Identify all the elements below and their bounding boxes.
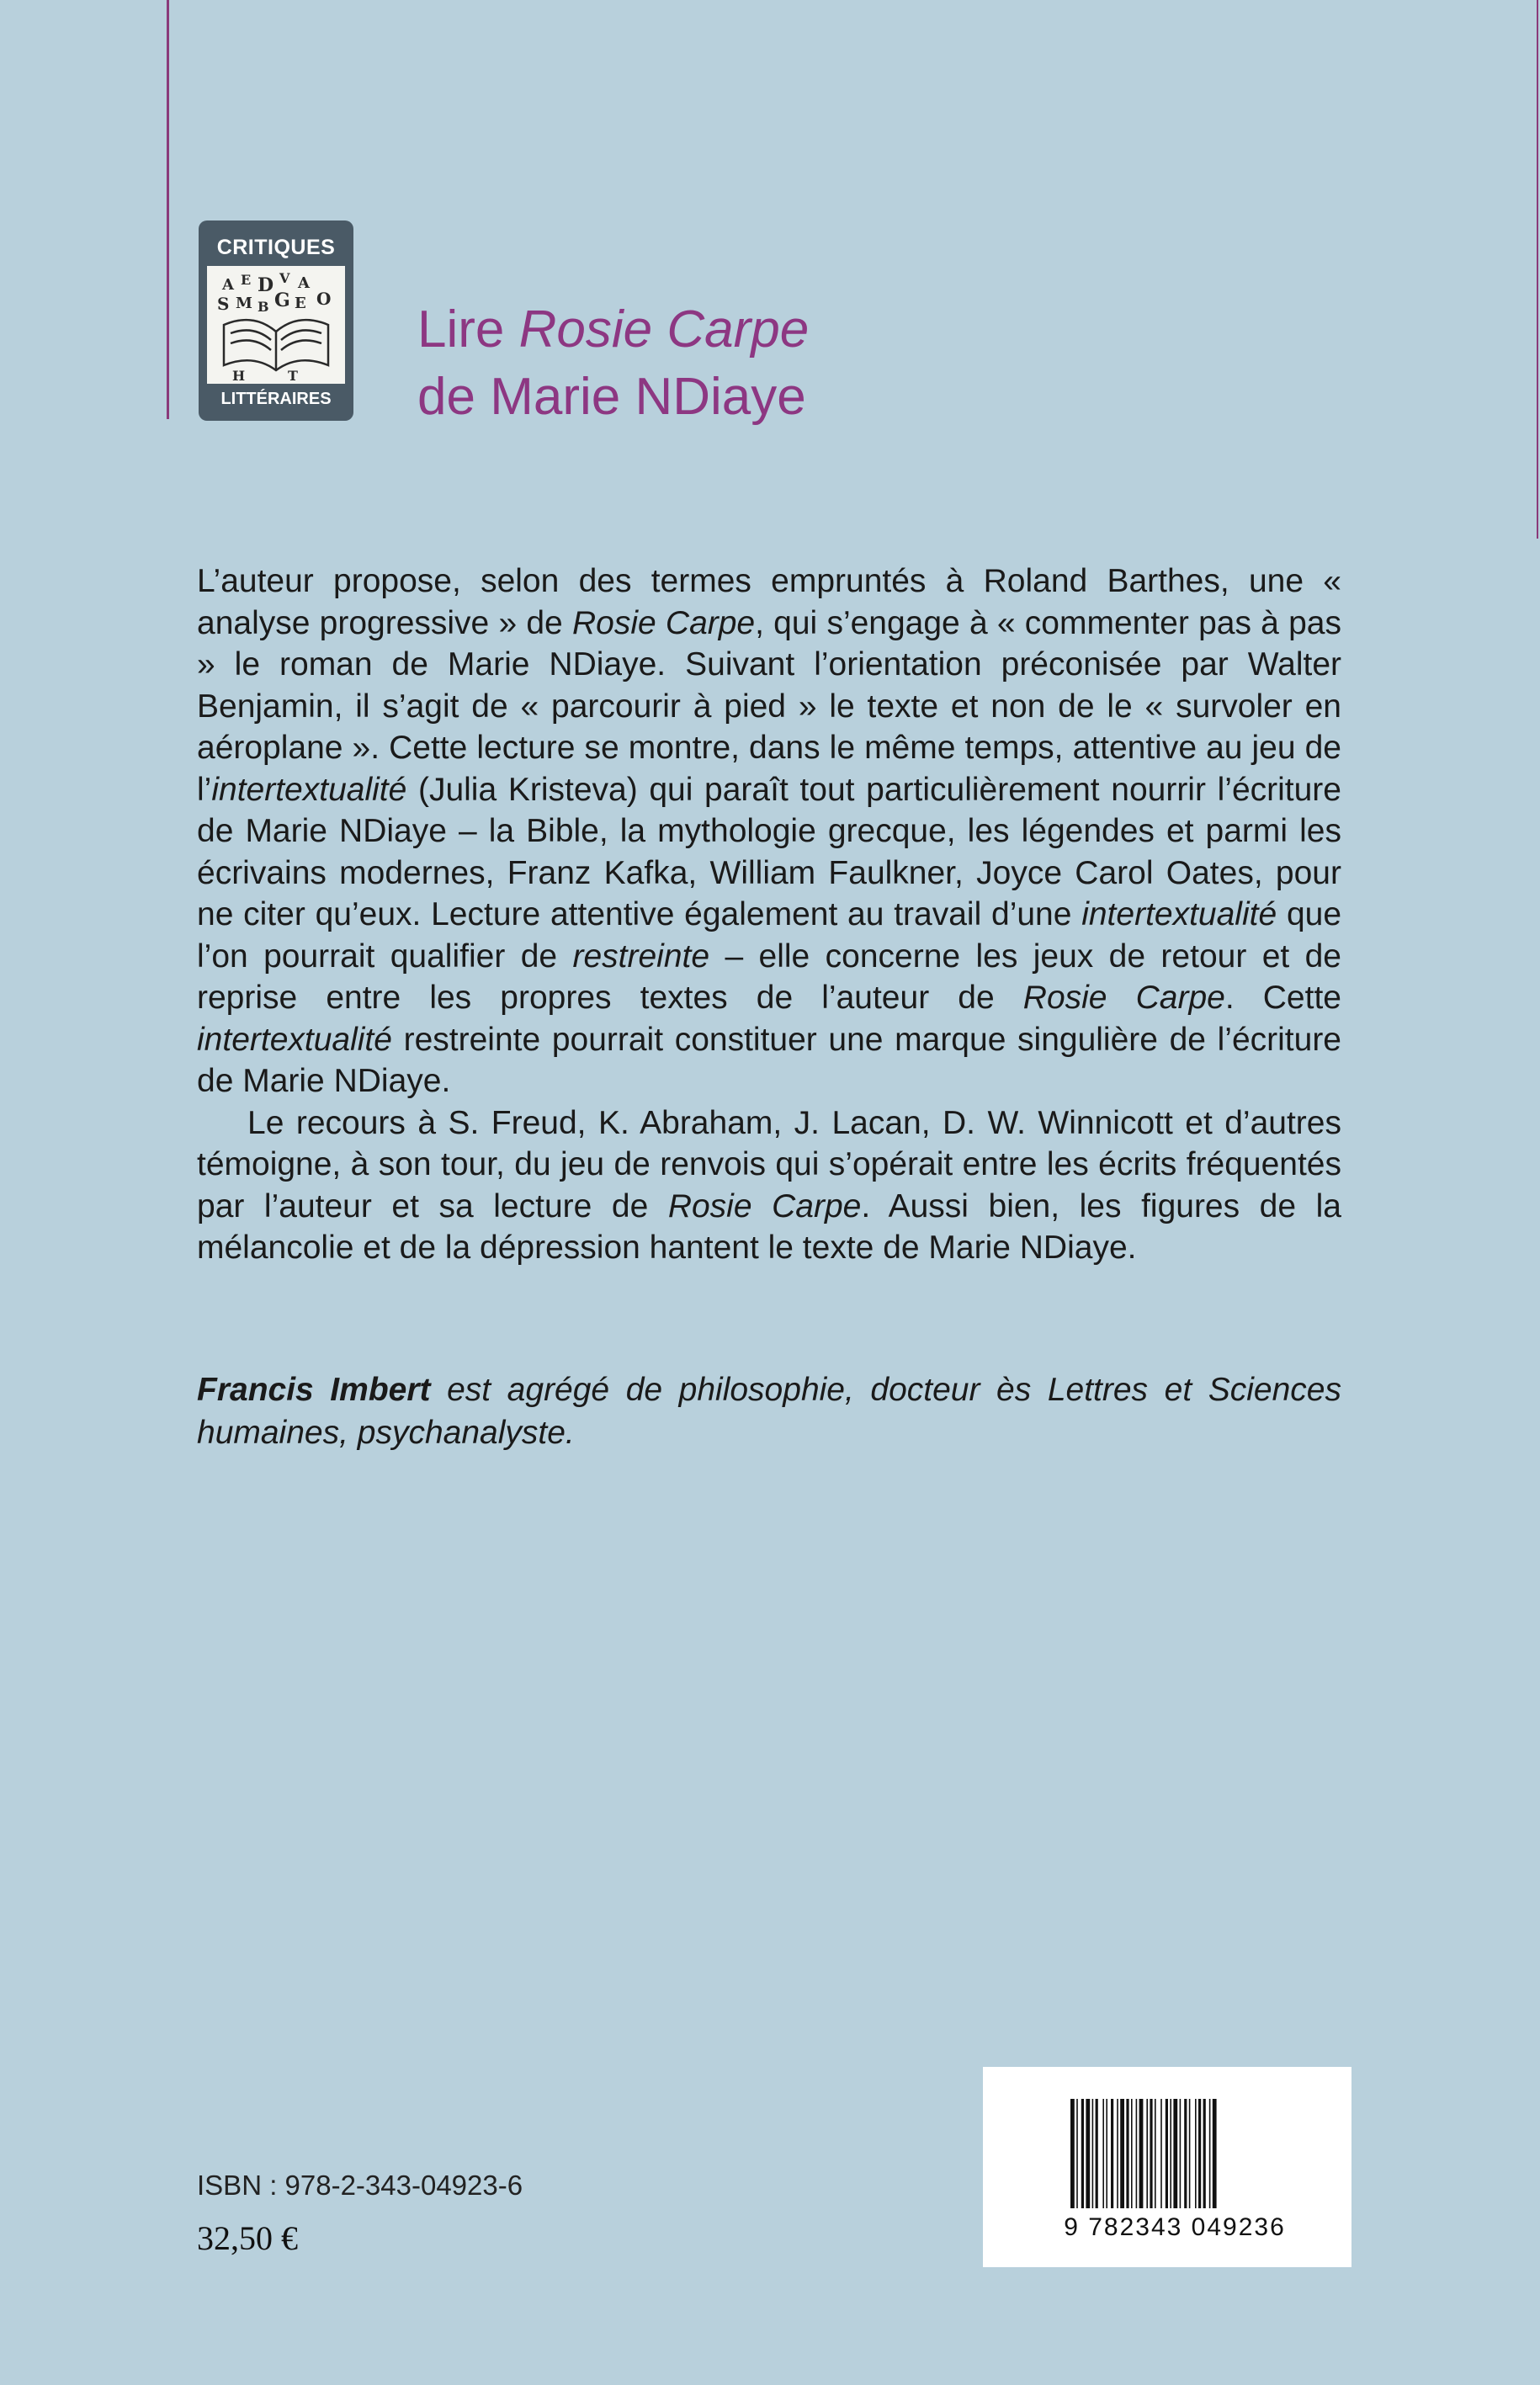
barcode-bar — [1106, 2099, 1107, 2208]
series-logo — [199, 220, 353, 421]
book-title — [417, 296, 809, 431]
barcode-bar — [1160, 2099, 1162, 2208]
svg-text:B: B — [258, 299, 269, 315]
back-cover-blurb — [197, 560, 1341, 1269]
barcode-bar — [1173, 2099, 1177, 2208]
svg-text:E: E — [295, 295, 306, 312]
svg-text:H: H — [232, 368, 246, 384]
barcode-bar — [1096, 2099, 1098, 2208]
p2-run: Le recours à S. Freud, K. Abraham, J. Lacan, D. W. Winnicott et d’autres témoigne, à son tour, du jeu de renvois qui s’opérait entre les écrits fréquentés par l’auteur et sa lecture de — [197, 1104, 1341, 1224]
svg-text:O: O — [316, 289, 332, 309]
p1-run: L’auteur propose, selon des termes empruntés à Roland Barthes, une « analyse progressive » de — [197, 563, 1341, 641]
svg-text:E: E — [241, 272, 252, 288]
p2-run: Rosie Carpe — [667, 1187, 862, 1224]
p1-run: . Cette — [1224, 980, 1341, 1016]
barcode-bar — [1120, 2099, 1124, 2208]
svg-text:M: M — [236, 295, 252, 312]
barcode-bar — [1092, 2099, 1094, 2208]
barcode-bar — [1126, 2099, 1128, 2208]
barcode-bar — [1170, 2099, 1171, 2208]
p1-run: que l’on pourrait qualifier de — [197, 896, 1342, 975]
barcode-bar — [1195, 2099, 1197, 2208]
barcode-bar — [1184, 2099, 1187, 2208]
barcode-bar — [1081, 2099, 1084, 2208]
svg-text:V: V — [279, 270, 290, 286]
p1-run: intertextualité — [211, 771, 407, 808]
svg-text:T: T — [288, 368, 298, 384]
barcode-bar — [1189, 2099, 1191, 2208]
p1-run: restreinte — [572, 938, 710, 975]
title-italic: Rosie Carpe — [518, 300, 810, 359]
barcode-bar — [1136, 2099, 1138, 2208]
svg-text:S: S — [217, 294, 230, 314]
author-note — [197, 1368, 1341, 1454]
barcode-bar — [1070, 2099, 1075, 2208]
barcode-bar — [1102, 2099, 1104, 2208]
barcode-digits: 9 782343 049236 — [1064, 2213, 1286, 2241]
svg-text:D: D — [258, 274, 274, 296]
barcode-bar — [1213, 2099, 1217, 2208]
barcode-bar — [1209, 2099, 1211, 2208]
barcode-bar — [1180, 2099, 1182, 2208]
barcode-bar — [1139, 2099, 1144, 2208]
p1-run: restreinte pourrait constituer une marque singulière de l’écriture de Marie NDiaye. — [197, 1021, 1341, 1099]
series-logo-bottom-label: LITTÉRAIRES — [220, 390, 332, 408]
p1-run: , qui s’engage à « commenter pas à pas » le roman de Marie NDiaye. Suivant l’orientation préconisée par Walter Benjamin, il s’agit de « parcourir à pied » le texte et non de le « survoler en aéroplane ». Cette lecture se montre, dans le même temps, attentive au jeu de l’ — [197, 604, 1341, 808]
isbn: ISBN : 978-2-343-04923-6 — [197, 2170, 523, 2201]
blurb-paragraph-1 — [197, 560, 1341, 1102]
barcode-bar — [1146, 2099, 1148, 2208]
open-book-with-letters-icon — [207, 266, 345, 384]
svg-text:A: A — [222, 276, 234, 294]
barcode-bar — [1117, 2099, 1118, 2208]
author-bio: est agrégé de philosophie, docteur ès Lettres et Sciences humaines, psychanalyste. — [197, 1372, 1341, 1451]
price: 32,50 € — [197, 2219, 298, 2257]
p1-run: intertextualité — [1081, 896, 1277, 932]
barcode-bar — [1198, 2099, 1201, 2208]
p1-run: – elle concerne les jeux de retour et de reprise entre les propres textes de l’auteur de — [197, 938, 1342, 1016]
title-prefix: Lire — [417, 300, 519, 359]
p1-run: Rosie Carpe — [571, 604, 756, 641]
barcode-bar — [1150, 2099, 1152, 2208]
barcode — [983, 2067, 1351, 2267]
barcode-bar — [1111, 2099, 1113, 2208]
barcode-bar — [1076, 2099, 1078, 2208]
barcode-bar — [1155, 2099, 1156, 2208]
p1-run: intertextualité — [197, 1021, 392, 1058]
barcode-bar — [1131, 2099, 1133, 2208]
svg-text:A: A — [298, 274, 310, 292]
purple-vertical-rule — [167, 0, 169, 419]
series-logo-top-label: CRITIQUES — [216, 236, 336, 259]
p2-run: . Aussi bien, les figures de la mélancolie et de la dépression hantent le texte de Marie NDiaye. — [197, 1187, 1341, 1266]
title-line-2: de Marie NDiaye — [417, 368, 806, 426]
purple-edge-rule — [1537, 0, 1538, 539]
title-line-1 — [417, 296, 809, 364]
author-name: Francis Imbert — [197, 1372, 431, 1408]
svg-text:G: G — [274, 289, 290, 311]
p1-run: (Julia Kristeva) qui paraît tout particulièrement nourrir l’écriture de Marie NDiaye – la Bible, la mythologie grecque, les légendes et parmi les écrivains modernes, Franz Kafka, William Faulkner, Joyce Carol Oates, pour ne citer qu’eux. Lecture attentive également au travail d’une — [197, 771, 1341, 932]
barcode-bar — [1203, 2099, 1206, 2208]
p1-run: Rosie Carpe — [1022, 980, 1225, 1016]
barcode-bar — [1166, 2099, 1168, 2208]
barcode-bar — [1086, 2099, 1090, 2208]
blurb-paragraph-2 — [197, 1102, 1341, 1269]
barcode-bars — [1070, 2099, 1272, 2208]
